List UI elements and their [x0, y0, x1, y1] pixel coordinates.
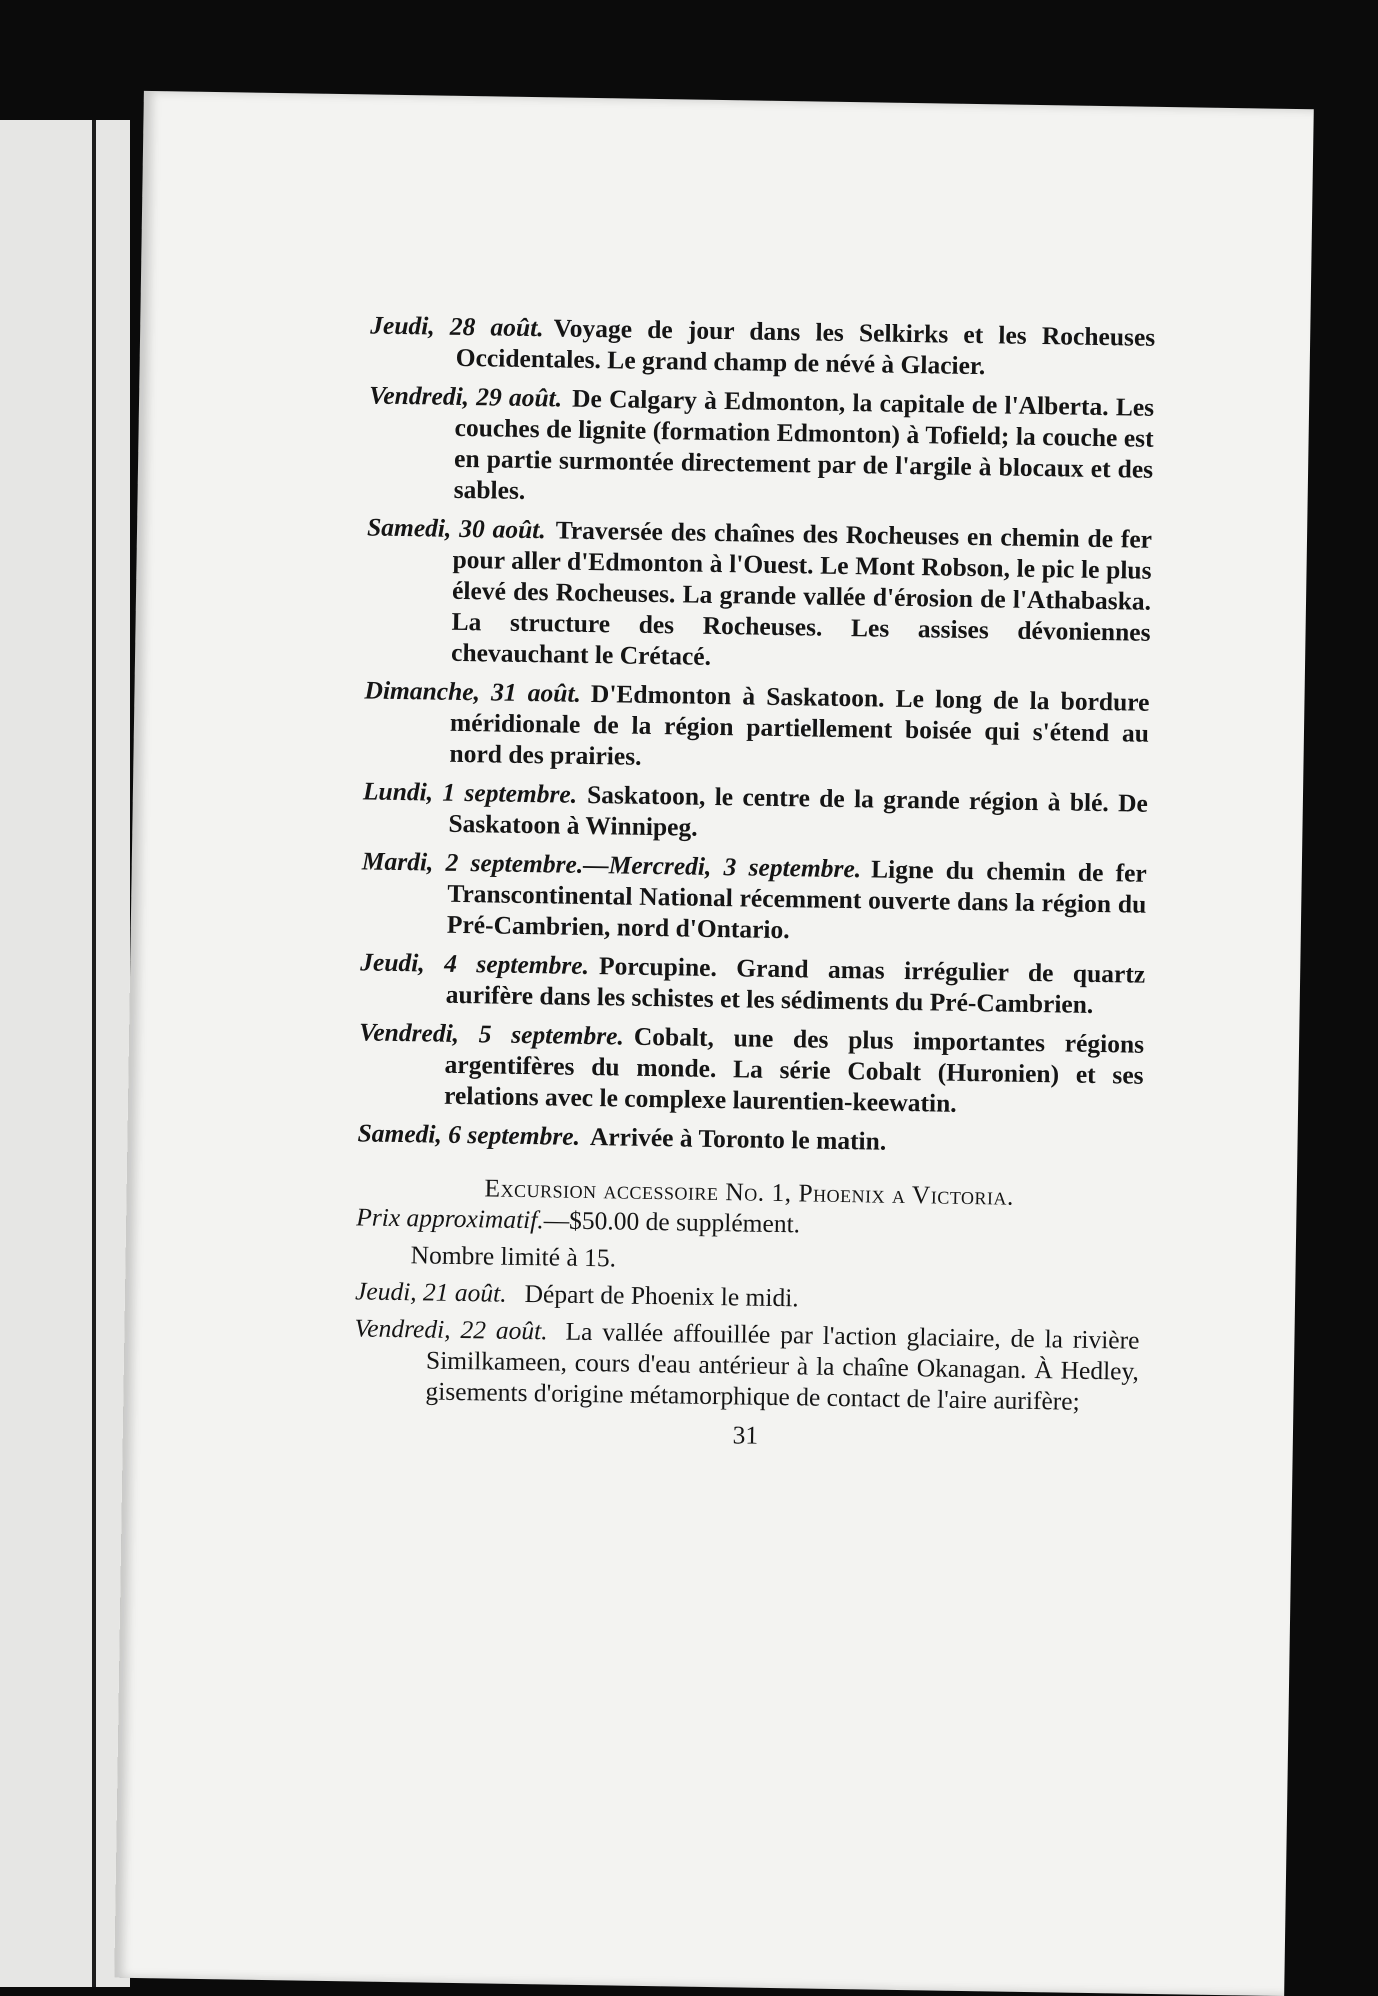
previous-page-edge [0, 120, 130, 1987]
price-label: Prix approximatif. [356, 1202, 544, 1235]
price-text: —$50.00 de supplément. [543, 1205, 801, 1239]
page-text [353, 309, 1156, 1456]
entry-date: Samedi, 30 août. [366, 512, 546, 545]
entry-date: Jeudi, 28 août. [370, 310, 544, 343]
entry-text: Ligne du chemin de fer Transcontinental National récemment ouverte dans la région du Pré-Cambrien, nord d'Ontario. [446, 854, 1147, 945]
excursion-entry [353, 1312, 1139, 1417]
entry-text: Arrivée à Toronto le matin. [589, 1122, 887, 1156]
itinerary-entry [358, 1016, 1144, 1121]
entry-date: Vendredi, 5 septembre. [358, 1017, 625, 1051]
section-title: Excursion accessoire No. 1, Phoenix a Victoria. [484, 1173, 1015, 1211]
itinerary-entry [361, 845, 1147, 950]
entry-date: Vendredi, 29 août. [368, 380, 563, 413]
itinerary-entry [370, 309, 1156, 383]
page-number: 31 [732, 1420, 759, 1450]
entry-text: Voyage de jour dans les Selkirks et les Rocheuses Occidentales. Le grand champ de névé à Glacier. [455, 313, 1156, 381]
entry-text: Saskatoon, le centre de la grande région à blé. De Saskatoon à Winnipeg. [448, 779, 1149, 842]
entry-text: Porcupine. Grand amas irrégulier de quartz aurifère dans les schistes et les sédiments du Pré-Cambrien. [445, 951, 1146, 1019]
entry-text: Cobalt, une des plus importantes régions argentifères du monde. La série Cobalt (Huronien) et ses relations avec le complexe laurentien-keewatin. [443, 1021, 1145, 1118]
entry-text: De Calgary à Edmonton, la capitale de l'Alberta. Les couches de lignite (formation Edmonton) à Tofield; la couche est en partie surmontée directement par de l'argile à blocaux et des sables. [453, 383, 1155, 505]
entry-date: Lundi, 1 septembre. [362, 776, 578, 809]
itinerary-entry [360, 946, 1146, 1020]
participant-limit: Nombre limité à 15. [410, 1240, 617, 1273]
entry-date: Mardi, 2 septembre.—Mercredi, 3 septembre. [361, 846, 862, 884]
itinerary-entry [367, 379, 1154, 515]
entry-text: Traversée des chaînes des Rocheuses en chemin de fer pour aller d'Edmonton à l'Ouest. Le Mont Robson, le pic le plus élevé des Rocheuses. La grande vallée d'érosion de l'Athabaska. La structure des Rocheuses. Les assises dévoniennes chevauchant le Crétacé. [450, 515, 1153, 671]
itinerary-entry [357, 1117, 1142, 1160]
page-border-line [92, 120, 96, 1987]
entry-date: Samedi, 6 septembre. [357, 1118, 581, 1151]
itinerary-entry [362, 775, 1148, 849]
itinerary-entry [363, 674, 1149, 779]
entry-text: D'Edmonton à Saskatoon. Le long de la bordure méridionale de la région partiellement boisée qui s'étend au nord des prairies. [449, 679, 1150, 771]
document-page [114, 91, 1313, 1996]
entry-date: Vendredi, 22 août. [354, 1313, 548, 1346]
entry-date: Jeudi, 21 août. [354, 1276, 507, 1308]
itinerary-entry [365, 511, 1152, 678]
entry-text: Départ de Phoenix le midi. [524, 1279, 799, 1313]
entry-date: Dimanche, 31 août. [364, 675, 582, 708]
excursion-entry [355, 1275, 1140, 1318]
entry-text: La vallée affouillée par l'action glaciaire, de la rivière Similkameen, cours d'eau antérieur à la chaîne Okanagan. À Hedley, gisements d'origine métamorphique de contact de l'aire aurifère; [425, 1316, 1140, 1416]
entry-date: Jeudi, 4 septembre. [360, 947, 590, 981]
